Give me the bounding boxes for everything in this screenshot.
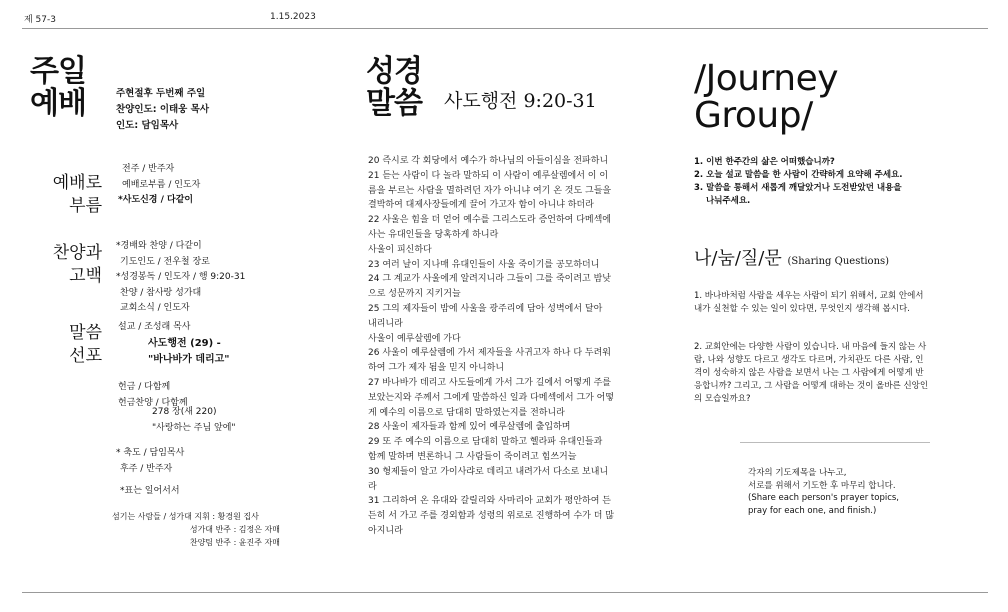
- scripture-line: 라: [368, 481, 377, 492]
- worship-title: 주일 예배: [30, 54, 86, 121]
- scripture-line: 사울이 예루살렘에 가다: [368, 333, 461, 344]
- prayer-divider: [740, 442, 930, 443]
- scripture-title: 성경 말씀: [366, 54, 422, 121]
- list-item: 전주 / 반주자: [122, 164, 175, 174]
- issue-number: 제 57-3: [24, 15, 56, 25]
- servers-list: 섬기는 사람들 / 성가대 지휘 : 황경원 집사 성가대 반주 : 김정은 자매 찬양팀 반주 : 윤진주 자매: [112, 512, 280, 547]
- scripture-line: 하여 그가 제자 됨을 믿지 아니하니: [368, 363, 505, 374]
- sharing-questions-title: 나/눔/질/문 (Sharing Questions): [694, 248, 890, 269]
- scripture-line: 31 그리하여 온 유대와 갈릴리와 사마리아 교회가 평안하여 든: [368, 496, 611, 507]
- scripture-line: 22 사울은 힘을 더 얻어 예수를 그리스도라 증언하여 다메섹에: [368, 215, 611, 226]
- list-item: 헌금 / 다함께: [118, 382, 171, 392]
- list-item: * 축도 / 담임목사: [116, 448, 185, 458]
- scripture-line: 아지니라: [368, 525, 403, 536]
- list-item: 찬양 / 참사랑 성가대: [120, 287, 202, 298]
- sermon-list: [118, 320, 190, 336]
- bulletin-date: 1.15.2023: [270, 12, 316, 22]
- list-item: *경배와 찬양 / 다같이: [116, 241, 202, 251]
- scripture-line: 함께 말하며 변론하니 그 사람들이 죽이려고 힘쓰거늘: [368, 451, 577, 462]
- list-item: *사도신경 / 다같이: [118, 195, 194, 205]
- hymn-info: 278 장(새 220) "사랑하는 주님 앞에": [152, 407, 236, 433]
- list-item: 기도인도 / 전우철 장로: [120, 256, 210, 267]
- scripture-line: 27 바나바가 데리고 사도들에게 가서 그가 길에서 어떻게 주를: [368, 377, 611, 388]
- scripture-line: 25 그의 제자들이 밤에 사울을 광주리에 담아 성벽에서 달아: [368, 303, 603, 314]
- prayer-instructions: 각자의 기도제목을 나누고, 서로를 위해서 기도한 후 마무리 합니다. (Share each person's prayer topics, pray for each one, and finish.): [748, 468, 899, 516]
- sermon-title: 사도행전 (29) - "바나바가 데리고": [148, 338, 230, 365]
- closing-list: [116, 446, 184, 477]
- scripture-line: 든히 서 가고 주를 경외함과 성령의 위로로 진행하여 수가 더 많: [368, 511, 614, 522]
- scripture-line: 름을 부르는 사람을 멸하려던 자가 아니냐 여기 온 것도 그들을: [368, 185, 612, 196]
- sharing-question-2: 2. 교회안에는 다양한 사람이 있습니다. 내 마음에 들지 않는 사 람, 나와 성향도 다르고 생각도 다르며, 가치관도 다른 사람, 인 격이 성숙하지 않은 사람을 보면서 나는 그 사람에게 어떻게 반 응합니까? 그리고, 그 사람을 어떻게 대하는 것이 올바른 신앙인 의 모습일까요?: [694, 342, 929, 404]
- scripture-line: 사울이 피신하다: [368, 244, 432, 255]
- scripture-line: 21 듣는 사람이 다 놀라 말하되 이 사람이 예루살렘에서 이 이: [368, 170, 609, 181]
- scripture-line: 게 예수의 이름으로 담대히 말하였는지를 전하니라: [368, 407, 565, 418]
- question-item: 1. 이번 한주간의 삶은 어떠했습니까?: [694, 157, 835, 167]
- call-to-worship-list: [118, 162, 200, 209]
- scripture-line: 28 사울이 제자들과 함께 있어 예루살렘에 출입하며: [368, 422, 571, 433]
- praise-list: [116, 239, 245, 317]
- list-item: 후주 / 반주자: [120, 463, 173, 474]
- list-item: 헌금찬양 / 다함께: [118, 397, 188, 408]
- section-proclamation: 말씀 선포: [69, 323, 102, 366]
- question-item: 3. 말씀을 통해서 새롭게 깨달았거나 도전받았던 내용을: [694, 183, 902, 193]
- section-call-to-worship: 예배로 부름: [52, 173, 102, 216]
- list-item: 설교 / 조성래 목사: [118, 322, 191, 332]
- list-item: 교회소식 / 인도자: [120, 303, 190, 313]
- bottom-divider: [22, 592, 988, 593]
- scripture-line: 사는 유대인들을 당혹하게 하니라: [368, 229, 499, 240]
- question-item: 2. 오늘 설교 말씀을 한 사람이 간략하게 요약해 주세요.: [694, 170, 903, 180]
- scripture-line: 내리니라: [368, 318, 403, 329]
- question-item: 나눠주세요.: [706, 196, 751, 206]
- list-item: 예배로부름 / 인도자: [122, 179, 201, 190]
- section-praise-confession: 찬양과 고백: [52, 243, 102, 286]
- scripture-line: 보았는지와 주께서 그에게 말씀하신 일과 다메섹에서 그가 어떻: [368, 392, 615, 403]
- journey-group-title: /Journey Group/: [694, 58, 839, 136]
- scripture-text: [368, 154, 640, 539]
- scripture-line: 24 그 계교가 사울에게 알려지니라 그들이 그를 죽이려고 밤낮: [368, 274, 611, 285]
- standing-note: *표는 일어서서: [120, 486, 180, 496]
- scripture-line: 26 사울이 예루살렘에 가서 제자들을 사귀고자 하나 다 두려워: [368, 348, 611, 359]
- list-item: *성경봉독 / 인도자 / 행 9:20-31: [116, 272, 246, 282]
- top-divider: [22, 28, 988, 29]
- scripture-line: 30 형제들이 알고 가이사랴로 데리고 내려가서 다소로 보내니: [368, 466, 609, 477]
- sharing-question-1: 1. 바나바처럼 사람을 세우는 사람이 되기 위해서, 교회 안에서 내가 실천할 수 있는 일이 있다면, 무엇인지 생각해 봅시다.: [694, 291, 924, 314]
- scripture-line: 으로 성문까지 지키거늘: [368, 289, 461, 300]
- scripture-reference: 사도행전 9:20-31: [444, 90, 597, 112]
- worship-subinfo: 주현절후 두번째 주일 찬양인도: 이태웅 목사 인도: 담임목사: [116, 88, 210, 131]
- scripture-line: 결박하여 대제사장들에게 끌어 가고자 함이 아니냐 하더라: [368, 200, 594, 211]
- scripture-line: 29 또 주 예수의 이름으로 담대히 말하고 헬라파 유대인들과: [368, 437, 603, 448]
- scripture-line: 20 즉시로 각 회당에서 예수가 하나님의 아들이심을 전파하니: [368, 156, 609, 166]
- journey-questions: [694, 156, 902, 208]
- scripture-line: 23 여러 날이 지나매 유대인들이 사울 죽이기를 공모하더니: [368, 259, 600, 270]
